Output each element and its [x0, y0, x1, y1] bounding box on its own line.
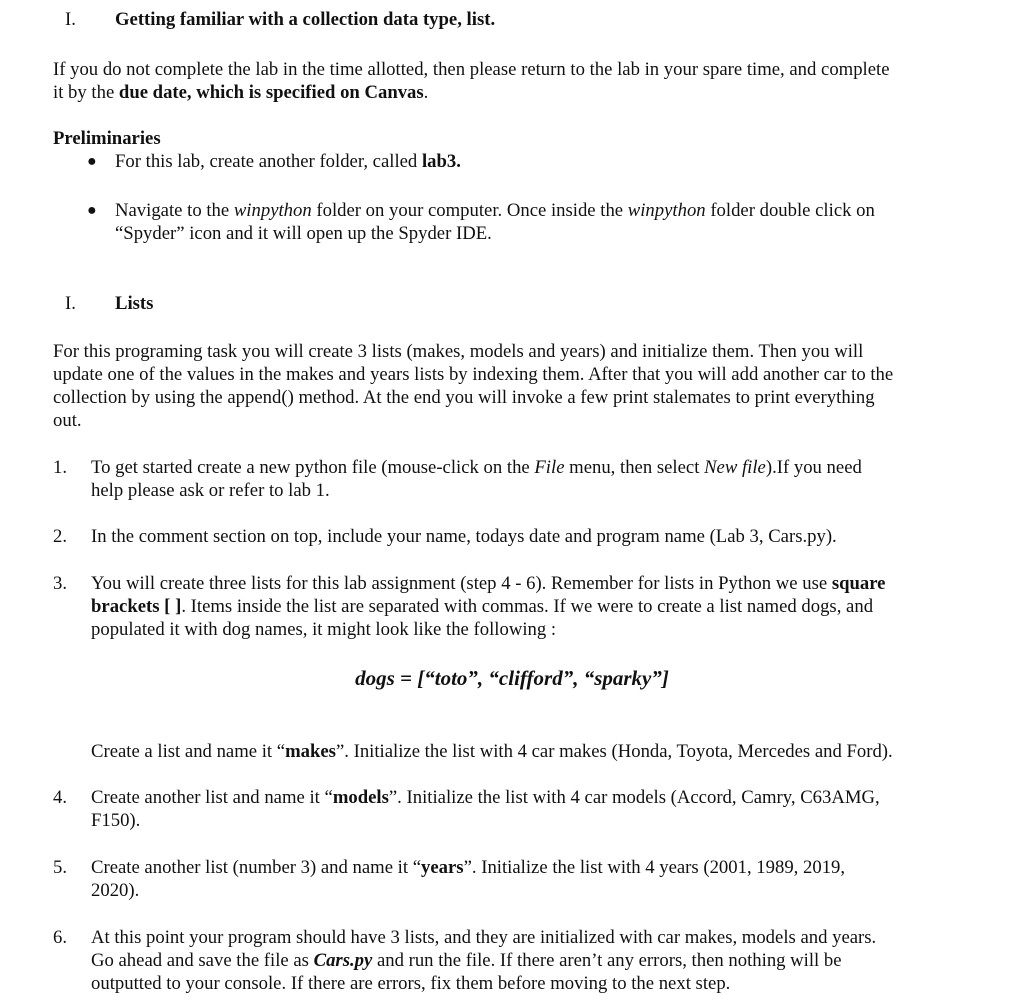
lists-heading: Lists: [115, 293, 154, 314]
step-3-line-2: brackets [ ]. Items inside the list are separated with commas. If we were to create a list named dogs, and: [91, 596, 874, 617]
step-3-line-1: You will create three lists for this lab assignment (step 4 - 6). Remember for lists in Python we use square: [91, 573, 886, 594]
step-number: 2.: [53, 526, 68, 547]
bullet-icon: ●: [87, 202, 97, 219]
step-number: 5.: [53, 857, 68, 878]
intro-line-1: If you do not complete the lab in the time allotted, then please return to the lab in your spare time, and complete: [53, 59, 890, 80]
task-line-1: For this programing task you will create 3 lists (makes, models and years) and initialize them. Then you will: [53, 341, 864, 362]
step-number: 4.: [53, 787, 68, 808]
section-heading: Getting familiar with a collection data type, list.: [115, 9, 496, 30]
step-5-line-2: 2020).: [91, 880, 140, 901]
step-1-line-2: help please ask or refer to lab 1.: [91, 480, 330, 501]
step-1-line-1: To get started create a new python file (mouse-click on the File menu, then select New file).If you need: [91, 457, 862, 478]
step-number: 6.: [53, 927, 68, 948]
section-numeral: I.: [65, 9, 76, 30]
step-3-line-3: populated it with dog names, it might look like the following :: [91, 619, 557, 640]
step-6-line-1: At this point your program should have 3 lists, and they are initialized with car makes, models and years.: [91, 927, 877, 948]
bullet-1-text: For this lab, create another folder, called lab3.: [115, 151, 461, 172]
bullet-icon: ●: [87, 153, 97, 170]
bullet-2-line-2: “Spyder” icon and it will open up the Spyder IDE.: [115, 223, 492, 244]
step-4-line-1: Create another list and name it “models”. Initialize the list with 4 car models (Accord, Camry, C63AMG,: [91, 787, 880, 808]
bullet-2-line-1: Navigate to the winpython folder on your computer. Once inside the winpython folder double click on: [115, 200, 875, 221]
section-numeral: I.: [65, 293, 76, 314]
step-6-line-2: Go ahead and save the file as Cars.py and run the file. If there aren’t any errors, then nothing will be: [91, 950, 842, 971]
intro-line-2: it by the due date, which is specified on Canvas.: [53, 82, 429, 103]
step-4-line-2: F150).: [91, 810, 141, 831]
step-6-line-3: outputted to your console. If there are errors, fix them before moving to the next step.: [91, 973, 731, 994]
task-line-4: out.: [53, 410, 82, 431]
step-2-text: In the comment section on top, include your name, todays date and program name (Lab 3, Cars.py).: [91, 526, 837, 547]
step-number: 3.: [53, 573, 68, 594]
preliminaries-heading: Preliminaries: [53, 128, 161, 149]
makes-instruction: Create a list and name it “makes”. Initialize the list with 4 car makes (Honda, Toyota, Mercedes and Ford).: [91, 741, 893, 762]
step-5-line-1: Create another list (number 3) and name it “years”. Initialize the list with 4 years (2001, 1989, 2019,: [91, 857, 846, 878]
task-line-2: update one of the values in the makes and years lists by indexing them. After that you will add another car to the: [53, 364, 894, 385]
task-line-3: collection by using the append() method. At the end you will invoke a few print stalemates to print everything: [53, 387, 875, 408]
code-example: dogs = [“toto”, “clifford”, “sparky”]: [355, 666, 669, 690]
step-number: 1.: [53, 457, 68, 478]
